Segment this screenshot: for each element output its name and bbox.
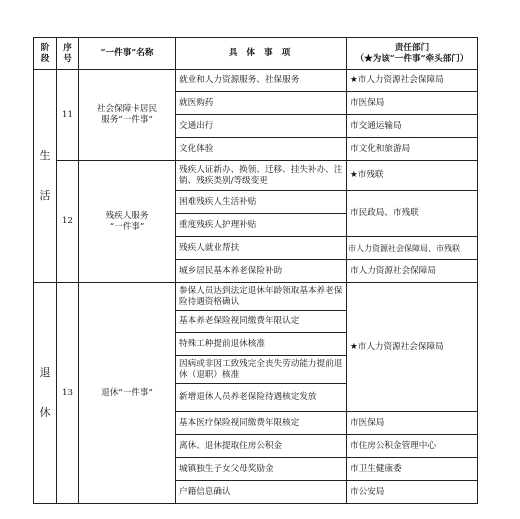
table-header-row [34, 38, 478, 70]
item-cell: 因病或非因工致残完全丧失劳动能力提前退休（退职）核准 [176, 356, 347, 384]
item-cell: 参保人员达到法定退休年龄领取基本养老保险待遇资格确认 [176, 283, 347, 311]
header-name: “一件事”名称 [79, 38, 176, 70]
item-cell: 离休、退休提取住房公积金 [176, 435, 347, 458]
header-stage: 阶 段 [34, 38, 57, 70]
dept-cell: 市文化和旅游局 [347, 138, 478, 161]
service-name-cell: 残疾人服务 “一件事” [79, 161, 176, 283]
item-cell: 交通出行 [176, 115, 347, 138]
responsibility-table [33, 37, 478, 504]
item-cell: 残疾人就业帮扶 [176, 237, 347, 260]
item-cell: 就医购药 [176, 92, 347, 115]
lead-star-icon: ★ [350, 341, 358, 352]
dept-cell: ★市人力资源社会保障局 [347, 70, 478, 92]
stage-cell-life: 生 活 [34, 70, 57, 283]
item-cell: 就业和人力资源服务、社保服务 [176, 70, 347, 92]
seq-cell: 13 [57, 283, 79, 504]
dept-cell: 市卫生健康委 [347, 458, 478, 481]
service-name-cell: 社会保障卡居民 服务“一件事” [79, 70, 176, 161]
dept-cell: 市公安局 [347, 481, 478, 504]
header-dept: 责任部门 （★为该“一件事”牵头部门） [347, 38, 478, 70]
dept-cell: 市民政局、市残联 [347, 191, 478, 237]
item-cell: 城镇独生子女父母奖励金 [176, 458, 347, 481]
item-cell: 基本养老保险视同缴费年限认定 [176, 311, 347, 333]
item-cell: 重度残疾人护理补贴 [176, 214, 347, 237]
table-row [34, 283, 478, 311]
stage-cell-retirement: 退 休 [34, 283, 57, 504]
lead-star-icon: ★ [350, 170, 358, 180]
dept-cell: ★市人力资源社会保障局 [347, 283, 478, 412]
item-cell: 困难残疾人生活补贴 [176, 191, 347, 214]
item-cell: 基本医疗保险视同缴费年限核定 [176, 412, 347, 435]
item-cell: 特殊工种提前退休核准 [176, 333, 347, 356]
header-seq: 序 号 [57, 38, 79, 70]
header-items: 具 体 事 项 [176, 38, 347, 70]
table-row [34, 70, 478, 92]
seq-cell: 11 [57, 70, 79, 161]
table-row [34, 161, 478, 191]
item-cell: 残疾人证新办、换领、迁移、挂失补办、注销、残疾类别/等级变更 [176, 161, 347, 191]
dept-cell: 市交通运输局 [347, 115, 478, 138]
dept-cell: 市医保局 [347, 92, 478, 115]
dept-cell: 市人力资源社会保障局、市残联 [347, 237, 478, 260]
seq-cell: 12 [57, 161, 79, 283]
dept-cell: ★市残联 [347, 161, 478, 191]
item-cell: 户籍信息确认 [176, 481, 347, 504]
item-cell: 新增退休人员养老保险待遇核定发放 [176, 384, 347, 412]
item-cell: 城乡居民基本养老保险补助 [176, 260, 347, 283]
service-name-cell: 退休“一件事” [79, 283, 176, 504]
dept-cell: 市医保局 [347, 412, 478, 435]
lead-star-icon: ★ [350, 75, 358, 85]
dept-cell: 市人力资源社会保障局 [347, 260, 478, 283]
item-cell: 文化体验 [176, 138, 347, 161]
dept-cell: 市住房公积金管理中心 [347, 435, 478, 458]
